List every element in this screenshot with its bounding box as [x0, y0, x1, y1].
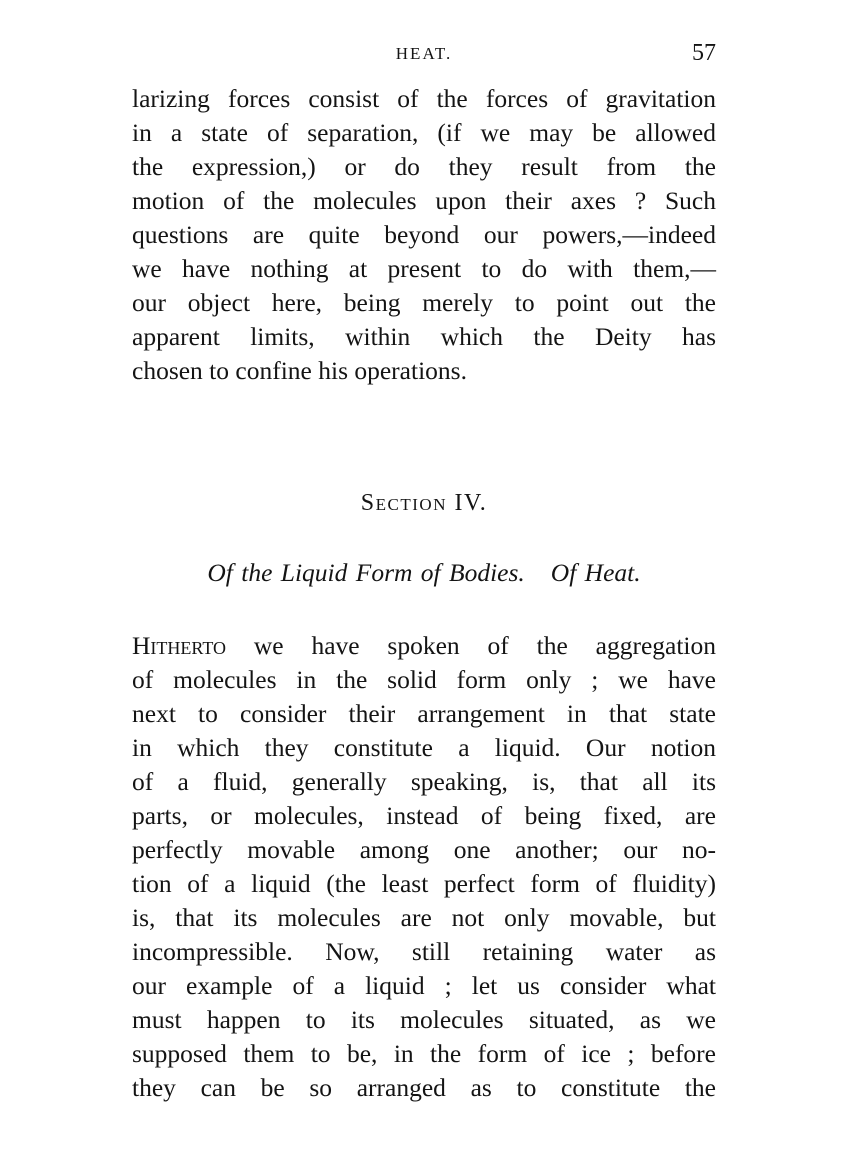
text-line: tion of a liquid (the least perfect form of fluidity): [132, 869, 716, 898]
text-line: in which they constitute a liquid. Our notion: [132, 733, 716, 762]
subtitle-part-2: Of Heat.: [550, 558, 641, 587]
text-line: of molecules in the solid form only ; we have: [132, 665, 716, 694]
text-line: must happen to its molecules situated, as we: [132, 1005, 716, 1034]
page-number: 57: [692, 40, 716, 66]
subtitle-part-1: Of the Liquid Form of Bodies.: [207, 558, 525, 587]
text-line: our example of a liquid ; let us consider what: [132, 971, 716, 1000]
text-line: motion of the molecules upon their axes ? Such: [132, 186, 716, 215]
running-head: [132, 42, 716, 72]
section-subtitle: [132, 558, 716, 588]
text-line: questions are quite beyond our powers,—indeed: [132, 220, 716, 249]
first-line-rest: we have spoken of the aggregation: [226, 631, 716, 660]
text-line: our object here, being merely to point out the: [132, 288, 716, 317]
text-line: chosen to confine his operations.: [132, 356, 467, 385]
text-line: they can be so arranged as to constitute the: [132, 1073, 716, 1102]
text-line: apparent limits, within which the Deity has: [132, 322, 716, 351]
paragraph-continued: [132, 82, 716, 388]
text-line: next to consider their arrangement in that state: [132, 699, 716, 728]
text-line-first: [132, 629, 716, 663]
opening-word: Hitherto: [132, 631, 226, 660]
text-line: in a state of separation, (if we may be allowed: [132, 118, 716, 147]
section-heading-text: Section IV.: [360, 490, 488, 516]
text-line: the expression,) or do they result from the: [132, 152, 716, 181]
text-line: we have nothing at present to do with them,—: [132, 254, 716, 283]
text-line: of a fluid, generally speaking, is, that all its: [132, 767, 716, 796]
text-line: perfectly movable among one another; our no-: [132, 835, 716, 864]
text-line: larizing forces consist of the forces of gravitation: [132, 84, 716, 113]
text-line: supposed them to be, in the form of ice ; before: [132, 1039, 716, 1068]
text-line: parts, or molecules, instead of being fixed, are: [132, 801, 716, 830]
paragraph-section-body: [132, 629, 716, 1105]
running-title: HEAT.: [395, 44, 453, 63]
text-line: incompressible. Now, still retaining water as: [132, 937, 716, 966]
section-heading: [132, 490, 716, 517]
text-line: is, that its molecules are not only movable, but: [132, 903, 716, 932]
